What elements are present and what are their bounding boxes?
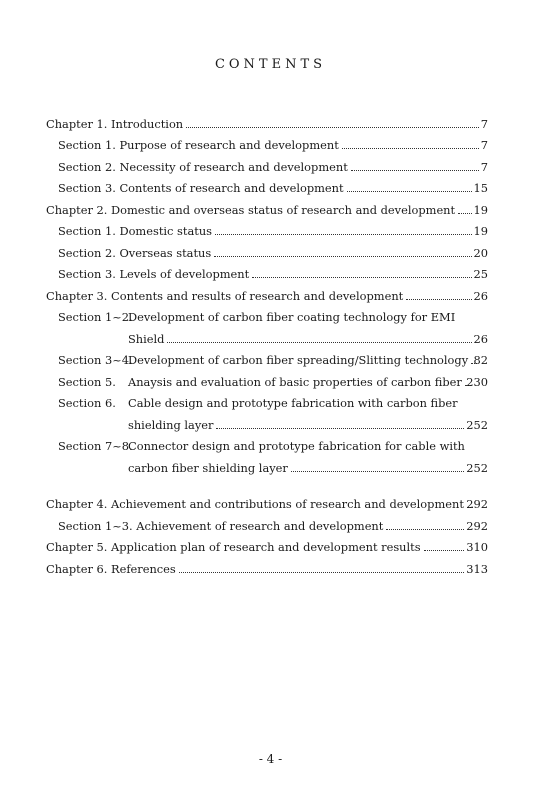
entry-page: 7 (480, 116, 488, 131)
entry-text: carbon fiber shielding layer (128, 460, 288, 475)
entry-text: Shield (128, 331, 165, 346)
entry-page: 19 (473, 202, 488, 217)
entry-text: Section 3. Levels of development (58, 267, 250, 281)
entry-text: Chapter 4. Achievement and contributions of research and development (46, 497, 464, 511)
entry-text: Chapter 6. References (46, 561, 176, 576)
toc-entry[interactable] (46, 346, 488, 368)
leader-dots (424, 550, 465, 551)
toc-entry[interactable] (46, 109, 488, 131)
entry-prefix: Section 5. (58, 374, 116, 389)
entry-text: Connector design and prototype fabrication for cable with (128, 439, 465, 453)
entry-text: Chapter 3. Contents and results of research and development (46, 288, 404, 303)
entry-page: 292 (466, 497, 488, 511)
entry-page: 230 (466, 374, 488, 389)
entry-text: Development of carbon fiber spreading/Slitting technology (128, 353, 469, 367)
toc-entry-continuation[interactable] (46, 410, 488, 432)
entry-page: 252 (466, 417, 488, 432)
leader-dots (167, 342, 471, 343)
entry-page: 20 (473, 245, 488, 260)
entry-page: 7 (480, 138, 488, 152)
entry-text: Section 1~3. Achievement of research and development (58, 518, 384, 533)
entry-prefix: Section 1~2. (58, 310, 133, 324)
entry-text: Section 2. Overseas status (58, 245, 212, 260)
entry-text: Section 1. Domestic status (58, 224, 213, 238)
page-number: - 4 - (258, 752, 283, 766)
leader-dots (215, 234, 471, 235)
toc-entry[interactable] (46, 281, 488, 303)
entry-text: shielding layer (128, 417, 214, 432)
toc-entry[interactable] (46, 303, 488, 325)
toc-entry[interactable] (46, 490, 488, 512)
toc-entry[interactable] (46, 217, 488, 239)
toc-entry[interactable] (46, 260, 488, 282)
entry-page: 19 (473, 224, 488, 238)
entry-prefix: Section 3~4. (58, 353, 133, 367)
table-of-contents (46, 109, 488, 576)
entry-text: Chapter 1. Introduction (46, 116, 184, 131)
entry-text: Anaysis and evaluation of basic properties of carbon fiber (128, 374, 462, 389)
toc-title: CONTENTS (214, 57, 327, 72)
entry-page: 252 (466, 460, 488, 475)
entry-page: 15 (473, 181, 488, 195)
toc-entry[interactable] (46, 367, 488, 389)
entry-text: Section 3. Contents of research and development (58, 181, 344, 195)
toc-entry[interactable] (46, 195, 488, 217)
entry-prefix: Section 7~8. (58, 439, 133, 453)
entry-text: Cable design and prototype fabrication with carbon fiber (128, 396, 458, 410)
toc-entry[interactable] (46, 131, 488, 153)
toc-entry-continuation[interactable] (46, 453, 488, 475)
leader-dots (214, 256, 471, 257)
entry-page: 26 (473, 288, 488, 303)
toc-entry[interactable] (46, 554, 488, 576)
entry-text: Development of carbon fiber coating technology for EMI (128, 310, 456, 324)
leader-dots (186, 127, 479, 128)
entry-text: Chapter 5. Application plan of research and development results (46, 540, 421, 554)
entry-prefix: Section 6. (58, 396, 116, 410)
entry-page: 82 (473, 353, 488, 367)
leader-dots (179, 572, 464, 573)
toc-entry[interactable] (46, 432, 488, 454)
leader-dots (386, 529, 464, 530)
entry-page: 7 (480, 159, 488, 174)
leader-dots (351, 170, 479, 171)
toc-entry[interactable] (46, 389, 488, 411)
toc-entry[interactable] (46, 152, 488, 174)
toc-entry-continuation[interactable] (46, 324, 488, 346)
toc-entry[interactable] (46, 174, 488, 196)
leader-dots (342, 148, 479, 149)
entry-page: 292 (466, 518, 488, 533)
leader-dots (252, 277, 471, 278)
entry-page: 310 (466, 540, 488, 554)
toc-entry[interactable] (46, 238, 488, 260)
entry-page: 313 (466, 561, 488, 576)
entry-page: 25 (473, 267, 488, 281)
leader-dots (458, 213, 471, 214)
entry-page: 26 (473, 331, 488, 346)
leader-dots (406, 299, 471, 300)
leader-dots (216, 428, 464, 429)
toc-entry[interactable] (46, 511, 488, 533)
entry-text: Section 1. Purpose of research and development (58, 138, 339, 152)
entry-text: Section 2. Necessity of research and development (58, 159, 348, 174)
entry-text: Chapter 2. Domestic and overseas status of research and development (46, 202, 456, 217)
leader-dots (347, 191, 472, 192)
toc-entry[interactable] (46, 533, 488, 555)
leader-dots (291, 471, 464, 472)
